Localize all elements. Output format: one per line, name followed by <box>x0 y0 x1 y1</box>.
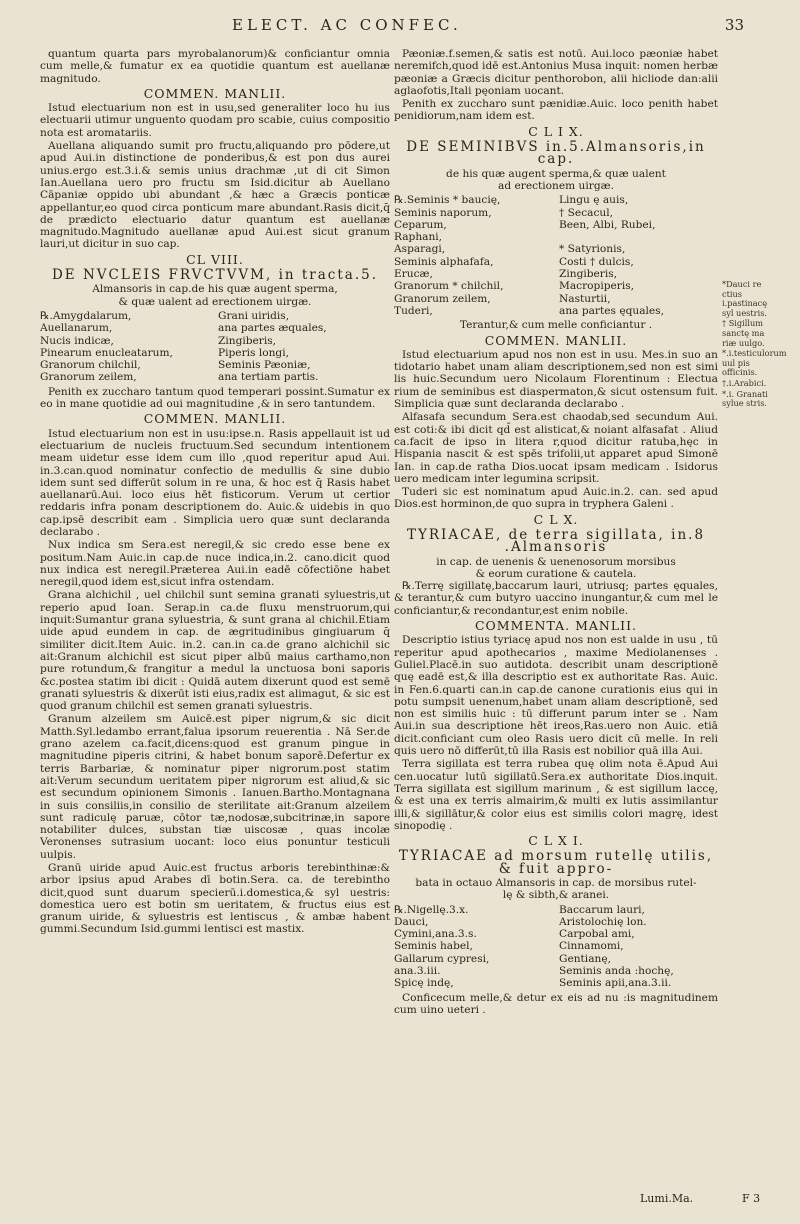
recipe-item: Aristolochię lon. <box>559 915 647 928</box>
chapter-subtitle: Almansoris in cap.de his quæ augent sperma, <box>92 283 338 296</box>
recipe-item: Seminis Pæoniæ, <box>218 359 311 372</box>
paragraph: Penith ex zuccharo sunt pænidiæ.Auic. loco penith habet penidiorum,nam idem est. <box>394 98 718 123</box>
recipe-item: ana.3.iii. <box>394 965 441 978</box>
recipe-item: Carpobal ami, <box>559 928 635 941</box>
recipe-item: Nasturtii, <box>559 292 611 305</box>
paragraph: Conficecum melle,& detur ex eis ad nu :is magnitudinem cum uino ueteri . <box>394 991 718 1016</box>
chapter-subtitle: & eorum curatione & cautela. <box>475 567 637 580</box>
recipe-item: ana partes ęquales, <box>559 304 664 317</box>
paragraph: Descriptio istius tyriacę apud nos non est ualde in usu , tū reperitur apud apothecarios , maxime Mediolanenses . Guliel.Placē.in suo autidota. describit unam descriptionē quę eadē est,& illa descriptio est ex authoritate Ras. Auic. in Fen.6.quarti can.in cap.de canone curationis eius qui in potu sumpsit uenenum,habet unam aliam descriptionē, sed non est similis huic : tū differunt parum inter se . Nam Aui.in sua descriptione hēt ireos,Ras.uero non Auic. etiā dicit.conficiant cum oleo Rasis uero dicit cū melle. In reli quis uero nō differūt,tū illa Rasis est nobilior quā illa Aui. <box>394 634 718 758</box>
chapter-number: C L I X. <box>528 123 584 139</box>
marginal-note: †.i.Arabici. <box>722 377 767 388</box>
paragraph: Tuderi sic est nominatum apud Auic.in.2. can. sed apud Dios.est horminon,de quo supra in tryphera Galeni . <box>394 486 718 511</box>
recipe-item: Granorum * chilchil, <box>394 280 504 293</box>
marginal-note: *.i.testiculorum uul pis officinis. <box>722 348 787 378</box>
chapter-subtitle: bata in octauo Almansoris in cap. de morsibus rutel- <box>415 877 697 889</box>
recipe-item: Seminis alphafafa, <box>394 255 494 268</box>
recipe-item: Baccarum lauri, <box>559 903 645 916</box>
recipe-item: ℞.Seminis * baucię, <box>394 194 501 207</box>
recipe-item: Gallarum cypresi, <box>394 952 490 965</box>
section-heading: COMMENTA. MANLII. <box>474 618 637 634</box>
chapter-title: TYRIACAE ad morsum rutellę utilis, & fuit appro- <box>398 848 714 877</box>
paragraph: Pæoniæ.f.semen,& satis est notū. Aui.loco pæoniæ habet neremifch,quod idē est.Antonius Musa inquit: nomen herbæ pæoniæ a Græcis dicitur penthorobon, alii hicliode dan:alii aglaofotis,Itali pęoniam uocant. <box>394 48 718 97</box>
recipe-item: Costi † dulcis, <box>559 255 634 268</box>
recipe-item: Granorum zeilem, <box>40 371 137 384</box>
paragraph: Nux indica sm Sera.est neregil,& sic credo esse bene ex positum.Nam Auic.in cap.de nuce indica,in.2. cano.dicit quod nux indica est neregil.Præterea Aui.in eadē cōfectiōne habet neregil,quod idem est,sicut infra ostendam. <box>40 539 390 589</box>
paragraph: Penith ex zuccharo tantum quod temperari possint.Sumatur ex eo in mane quotidie ad oui magnitudine ,& in sero tantundem. <box>40 385 390 411</box>
running-head <box>0 14 800 44</box>
recipe-item: Lingu ę auis, <box>559 194 629 207</box>
recipe-item: Pinearum enucleatarum, <box>40 346 173 359</box>
marginal-note: *Dauci re ctius i.pastinacę syl uestris. <box>722 279 768 318</box>
paragraph: Istud electuarium apud nos non est in usu. Mes.in suo an tidotario habet unam aliam descriptionem,sed non est simi lis huic.Secundum uero Nicolaum Florentinum : Electua rium de seminibus est diaspermaton,& sicut ostensum fuit. Simplicia quæ sunt declaranda declarabo . <box>394 348 718 411</box>
recipe-item: ℞.Amygdalarum, <box>40 309 132 322</box>
recipe-item: Auellanarum, <box>40 322 113 335</box>
chapter-subtitle: ad erectionem uirgæ. <box>498 179 614 192</box>
recipe-item: Piperis longi, <box>218 346 289 359</box>
left-column <box>40 48 390 1208</box>
recipe-item: ℞.Nigellę.3.x. <box>394 903 469 916</box>
recipe-item: Spicę indę, <box>394 977 454 990</box>
paragraph: Istud electuarium non est in usu,sed generaliter loco hu ius electuarii utimur unguento quodam pro scabie, cuius compositio nota est aromatariis. <box>40 102 390 139</box>
paragraph: Istud electuarium non est in usu:ipse.n. Rasis appellauit ist ud electuarium de nucleis fructuum.Sed secundum intentionem meam uidetur esse idem cum illo ,quod reperitur apud Aui. in.3.can.quod nominatur confectio de medullis & sine dubio idem sunt sed differūt solum in re una, & hoc est q̄ Rasis habet auellanarū.Aui. loco eius hēt fisticorum. Verum ut certior reddaris infra ponam descriptionem do. Auic.& uidebis in quo cap.ipsē describit eam . Simplicia uero quæ sunt declaranda declarabo . <box>40 427 390 538</box>
recipe-item: Cinnamomi, <box>559 940 624 953</box>
paragraph: Granū uiride apud Auic.est fructus arboris terebinthinæ:& arbor ipsius apud Arabes dī botin.Sera. ca. de terebintho dicit,quod sunt duarum specierū.i.domestica,& syl uestris: domestica uero est botin sm ueritatem, & fructus eius est granum uiride, & syluestris est lentiscus , & ambæ habent gummi.Secundum Isid.gummi lentisci est mastix. <box>40 862 390 936</box>
section-heading: COMMEN. MANLII. <box>143 411 287 427</box>
section-heading: COMMEN. MANLII. <box>484 332 628 348</box>
recipe-item: Grani uiridis, <box>218 309 290 322</box>
recipe-item: ana tertiam partis. <box>218 371 319 384</box>
recipe-item: Gentianę, <box>559 952 611 965</box>
recipe-item: Ceparum, <box>394 218 447 231</box>
page-number: 33 <box>724 16 744 34</box>
recipe-list <box>40 310 390 384</box>
right-column <box>394 48 718 1208</box>
recipe-item: Nucis indicæ, <box>40 334 114 347</box>
chapter-number: C L X I. <box>528 833 584 849</box>
chapter-title: TYRIACAE, de terra sigillata, in.8 .Almansoris <box>406 526 706 556</box>
recipe-list <box>394 194 718 317</box>
recipe-closing: Terantur,& cum melle conficiantur . <box>459 319 653 332</box>
recipe-item: Raphani, <box>394 231 443 244</box>
chapter-title: DE NVCLEIS FRVCTVVM, in tracta.5. <box>51 267 379 284</box>
signature-mark: F 3 <box>742 1192 761 1205</box>
recipe-item <box>559 231 718 243</box>
chapter-subtitle: de his quæ augent sperma,& quæ ualent <box>446 167 666 180</box>
recipe-item: Cymini,ana.3.s. <box>394 928 477 941</box>
marginal-notes <box>722 279 787 410</box>
recipe-list <box>394 904 718 990</box>
recipe-item: Asparagi, <box>394 243 446 256</box>
section-heading: COMMEN. MANLII. <box>143 85 287 101</box>
recipe-item: * Satyrionis, <box>559 243 626 256</box>
paragraph: ℞.Terrę sigillatę,baccarum lauri, utriusq; partes ęquales, & terantur,& cum butyro uaccino inungantur,& cum mel le conficiantur,& recondantur,est enim nobile. <box>394 580 718 617</box>
catchword: Lumi.Ma. <box>640 1192 694 1205</box>
paragraph: Alfasafa secundum Sera.est chaodab,sed secundum Aui. est coti:& ibi dicit qd̄ est alisticat,& noiant alfasafat . Aliud ca.facit de ipso in litera r,quod dicitur ratuba,hęc in Hispania nascit & est spēs trifolii,ut apparet apud Simonē Ian. in cap.de ratha Dios.uocat ipsam medicam . Isidorus uero medicam inter legumina scripsit. <box>394 411 718 485</box>
paragraph: Terra sigillata est terra rubea quę olim nota ē.Apud Aui cen.uocatur lutū sigillatū.Sera.ex authoritate Dios.inquit. Terra sigillata est sigillum marinum , & est sigillum laccę, & est una ex terris almairim,& multi ex lutis assimilantur illi,& sigillātur,& color eius est similis colori magrę, idest sinopodię . <box>394 758 718 832</box>
chapter-number: CL VIII. <box>186 251 244 267</box>
recipe-item: Seminis apii,ana.3.ii. <box>559 977 672 990</box>
recipe-item: Dauci, <box>394 915 429 928</box>
recipe-item: Seminis anda :hochę, <box>559 965 674 978</box>
recipe-item: Zingiberis, <box>559 268 618 281</box>
paragraph: Grana alchichil , uel chilchil sunt semina granati syluestris,ut reperio apud Ioan. Serap.in ca.de fluxu menstruorum,qui inquit:Sumantur grana syluestria, & sunt grana al chichil.Etiam uide apud eundem in cap. de ægritudinibus gingiuarum q̄ similiter dicit.Item Auic. in.2. can.in ca.de grano alchichil sic ait:Granum alchichil est sicut piper albū maius carthamo,non pure rotundum,& frangitur a medul la unctuosa boni saporis &c.postea statim ibi dicit : Quidā autem dixerunt quod est semē granati syluestris & dixerūt isti eius,radix est alimagut, & sic est quod granum chilchil est semen granati syluestris. <box>40 589 390 713</box>
chapter-title: DE SEMINIBVS in.5.Almansoris,in cap. <box>406 139 706 168</box>
paragraph: Granum alzeilem sm Auicē.est piper nigrum,& sic dicit Matth.Syl.ledambo errant,falua ipsorum reuerentia . Nā Ser.de grano azelem ca.facit,dicens:quod est granum pingue in magnitudine piperis citrini, & habet bonum saporē.Defertur ex terris Barbariæ, & nominatur piper nigrorum.post statim ait:Verum secundum ueritatem piper nigrorum est aliud,& sic est secundum opinionem Simonis . Ianuen.Bartho.Montagnana in suis consiliis,in consilio de sterilitate ait:Granum alzeilem sunt radiculę paruæ, cōtor tæ,nodosæ,subcitrinæ,in sapore notabiliter dulces, substan tiæ uiscosæ , quas incolæ Veronenses sutrasium uocant: loco eius ponuntur testiculi uulpis. <box>40 713 390 861</box>
recipe-item: Macropiperis, <box>559 280 635 293</box>
chapter-number: C L X. <box>533 511 579 527</box>
recipe-item: Tuderi, <box>394 304 433 317</box>
recipe-item: Seminis naporum, <box>394 206 492 219</box>
recipe-item: Erucæ, <box>394 268 433 281</box>
recipe-item: Granorum chilchil, <box>40 359 141 372</box>
recipe-item: ana partes æquales, <box>218 322 327 335</box>
chapter-subtitle: & quæ ualent ad erectionem uirgæ. <box>118 295 312 308</box>
running-title: ELECT. AC CONFEC. <box>232 16 462 34</box>
marginal-note: † Sigillum sanctę ma riæ uulgo. <box>722 318 765 348</box>
recipe-item: † Secacul, <box>559 206 613 219</box>
paragraph: quantum quarta pars myrobalanorum)& conficiantur omnia cum melle,& fumatur ex ea quotidie quantum est auellanæ magnitudo. <box>40 48 390 85</box>
recipe-item: Seminis habel, <box>394 940 473 953</box>
chapter-subtitle: in cap. de uenenis & uenenosorum morsibus <box>436 555 676 568</box>
marginal-note: *.i. Granati sylue stris. <box>722 388 768 409</box>
recipe-item: Been, Albi, Rubei, <box>559 218 656 231</box>
chapter-subtitle: lę & sibth,& aranei. <box>502 889 610 902</box>
recipe-item: Granorum zeilem, <box>394 292 491 305</box>
paragraph: Auellana aliquando sumit pro fructu,aliquando pro pōdere,ut apud Aui.in distinctione de ponderibus,& est pon dus aurei unius.ergo est.3.i.& semis unius drachmæ ,ut di cit Simon Ian.Auellana uero pro fructu sm Isid.dicitur ab Auellano Cāpaniæ oppido ubi abundant ,& hæc a Græcis ponticæ appellantur,eo quod circa ponticum mare abundant.Rasis dicit,q̄ de prædicto electuario datur quantum est auellanæ magnitudo.Magnitudo auellanæ apud Aui.est sicut granum lauri,ut dicitur in suo cap. <box>40 140 390 251</box>
recipe-item: Zingiberis, <box>218 334 277 347</box>
